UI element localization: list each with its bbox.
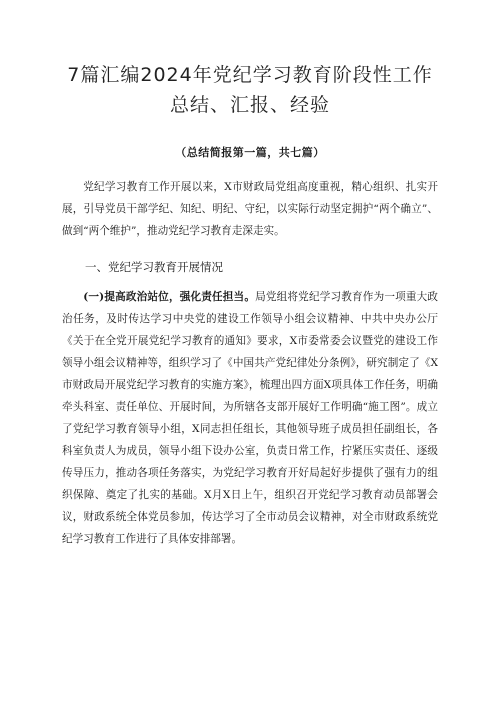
section-heading-1: 一、党纪学习教育开展情况 [85,260,223,274]
paragraph-lead: (一)提高政治站位，强化责任担当。 [83,291,256,303]
intro-paragraph: 党纪学习教育工作开展以来，X市财政局党组高度重视，精心组织、扎实开展，引导党员干部学纪、知纪、明纪、守纪，以实际行动坚定拥护“两个确立”、做到“两个维护”，推动党纪学习教育走深走实。 [62,181,438,237]
section1-paragraph-1 [62,286,438,550]
paragraph-body: 局党组将党纪学习教育作为一项重大政治任务，及时传达学习中央党的建设工作领导小组会议精神、中共中央办公厅《关于在全党开展党纪学习教育的通知》要求，X市委常委会议暨党的建设工作领导小组会议精神等，组织学习了《中国共产党纪律处分条例》，研究制定了《X市财政局开展党纪学习教育的实施方案》，梳理出四方面X项具体工作任务，明确牵头科室、责任单位、开展时间，为所辖各支部开展好工作明确“施工图”。成立了党纪学习教育领导小组，X同志担任组长，其他领导班子成员担任副组长，各科室负责人为成员，领导小组下设办公室，负责日常工作，拧紧压实责任、逐级传导压力，推动各项任务落实，为党纪学习教育开好局起好步提供了强有力的组织保障、奠定了扎实的基础。X月X日上午，组织召开党纪学习教育动员部署会议，财政系统全体党员参加，传达学习了全市动员会议精神，对全市财政系统党纪学习教育工作进行了具体安排部署。 [62,291,439,545]
document-subtitle: （总结简报第一篇，共七篇） [175,146,325,159]
title-line-2: 总结、汇报、经验 [169,94,330,116]
document-title [62,60,438,120]
title-line-1: 7篇汇编2024年党纪学习教育阶段性工作 [67,64,433,86]
